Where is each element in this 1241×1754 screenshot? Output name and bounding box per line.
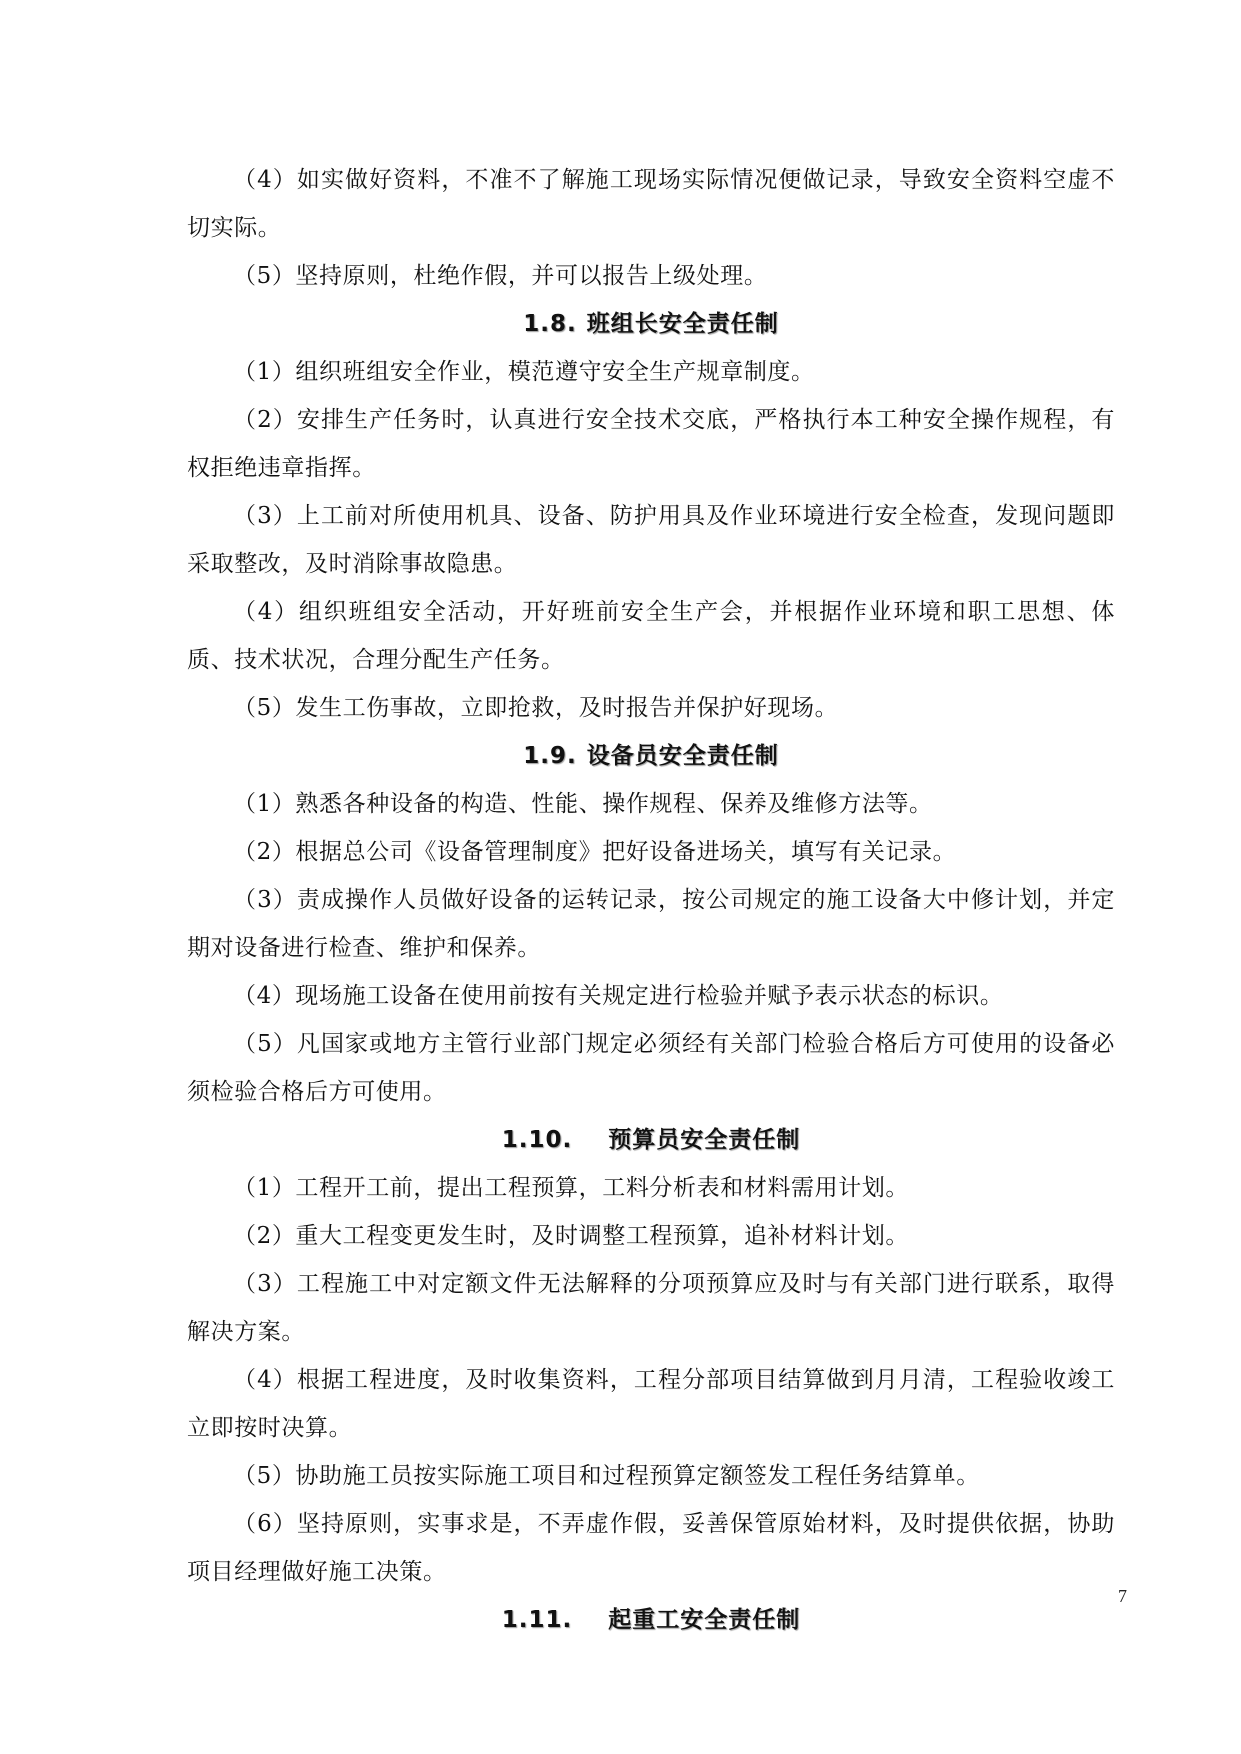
section-number: 1.10.: [501, 1127, 573, 1153]
paragraph: （6）坚持原则，实事求是，不弄虚作假，妥善保管原始材料，及时提供依据，协助项目经理做好施工决策。: [187, 1511, 1115, 1585]
section-number: 1.8.: [523, 311, 577, 337]
paragraph: （1）组织班组安全作业，模范遵守安全生产规章制度。: [233, 359, 815, 385]
paragraph: （2）重大工程变更发生时，及时调整工程预算，追补材料计划。: [233, 1223, 910, 1249]
section-title: 起重工安全责任制: [608, 1607, 801, 1633]
paragraph: （1）熟悉各种设备的构造、性能、操作规程、保养及维修方法等。: [233, 791, 933, 817]
paragraph: （4）现场施工设备在使用前按有关规定进行检验并赋予表示状态的标识。: [233, 983, 1004, 1009]
paragraph: （5）坚持原则，杜绝作假，并可以报告上级处理。: [233, 263, 768, 289]
paragraph: （2）根据总公司《设备管理制度》把好设备进场关，填写有关记录。: [233, 839, 957, 865]
section-heading-1-11: [187, 1596, 1115, 1644]
paragraph: （5）发生工伤事故，立即抢救，及时报告并保护好现场。: [233, 695, 839, 721]
paragraph: （5）协助施工员按实际施工项目和过程预算定额签发工程任务结算单。: [233, 1463, 980, 1489]
page-number: 7: [1118, 1586, 1127, 1606]
paragraph: （4）如实做好资料，不准不了解施工现场实际情况便做记录，导致安全资料空虚不切实际。: [187, 167, 1115, 241]
paragraph: （3）上工前对所使用机具、设备、防护用具及作业环境进行安全检查，发现问题即采取整改，及时消除事故隐患。: [187, 503, 1115, 577]
section-heading-1-8: [187, 300, 1115, 348]
section-title: 设备员安全责任制: [586, 743, 779, 769]
paragraph: （2）安排生产任务时，认真进行安全技术交底，严格执行本工种安全操作规程，有权拒绝违章指挥。: [187, 407, 1115, 481]
section-title: 预算员安全责任制: [608, 1127, 801, 1153]
paragraph: （4）根据工程进度，及时收集资料，工程分部项目结算做到月月清，工程验收竣工立即按时决算。: [187, 1367, 1115, 1441]
paragraph: （4）组织班组安全活动，开好班前安全生产会，并根据作业环境和职工思想、体质、技术状况，合理分配生产任务。: [187, 599, 1115, 673]
paragraph: （3）责成操作人员做好设备的运转记录，按公司规定的施工设备大中修计划，并定期对设备进行检查、维护和保养。: [187, 887, 1115, 961]
document-body: [187, 156, 1115, 1644]
section-heading-1-9: [187, 732, 1115, 780]
paragraph: （5）凡国家或地方主管行业部门规定必须经有关部门检验合格后方可使用的设备必须检验合格后方可使用。: [187, 1031, 1115, 1105]
section-title: 班组长安全责任制: [586, 311, 779, 337]
section-number: 1.11.: [501, 1607, 573, 1633]
section-number: 1.9.: [523, 743, 577, 769]
section-heading-1-10: [187, 1116, 1115, 1164]
paragraph: （3）工程施工中对定额文件无法解释的分项预算应及时与有关部门进行联系，取得解决方案。: [187, 1271, 1115, 1345]
paragraph: （1）工程开工前，提出工程预算，工料分析表和材料需用计划。: [233, 1175, 910, 1201]
